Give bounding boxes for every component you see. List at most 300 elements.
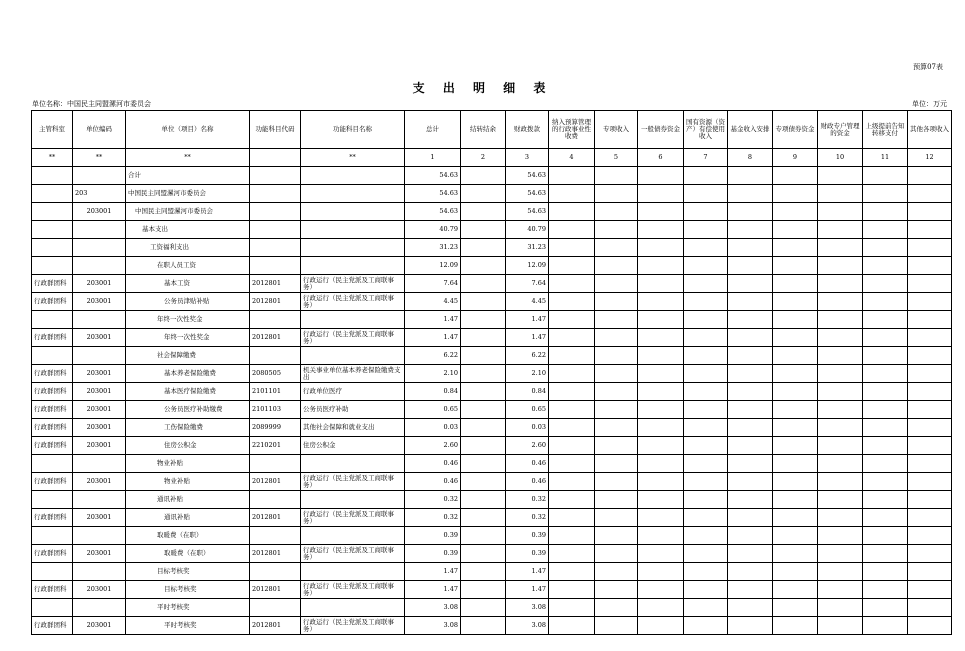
item-name-cell: 工伤保险缴费 xyxy=(126,419,250,437)
empty-cell xyxy=(908,437,952,455)
empty-cell xyxy=(728,437,773,455)
column-index: 2 xyxy=(461,149,506,167)
empty-cell xyxy=(908,473,952,491)
empty-cell xyxy=(684,491,728,509)
dept-cell xyxy=(32,257,73,275)
empty-cell xyxy=(549,455,595,473)
empty-cell xyxy=(773,563,818,581)
function-code-cell: 2012801 xyxy=(250,293,301,311)
table-row xyxy=(32,365,952,383)
empty-cell xyxy=(863,401,908,419)
total-cell: 54.63 xyxy=(405,203,461,221)
empty-cell xyxy=(728,545,773,563)
column-header: 基金收入安排 xyxy=(728,111,773,149)
fiscal-allocation-cell: 3.08 xyxy=(506,599,549,617)
carryover-cell xyxy=(461,455,506,473)
empty-cell xyxy=(638,473,684,491)
carryover-cell xyxy=(461,545,506,563)
empty-cell xyxy=(549,527,595,545)
empty-cell xyxy=(595,185,638,203)
total-cell: 54.63 xyxy=(405,167,461,185)
column-index-row xyxy=(32,149,952,167)
column-header: 纳入预算管理的行政事业性收费 xyxy=(549,111,595,149)
empty-cell xyxy=(863,563,908,581)
empty-cell xyxy=(728,455,773,473)
empty-cell xyxy=(773,545,818,563)
item-name-cell: 通讯补贴 xyxy=(126,491,250,509)
empty-cell xyxy=(595,599,638,617)
empty-cell xyxy=(595,527,638,545)
empty-cell xyxy=(773,527,818,545)
empty-cell xyxy=(863,455,908,473)
dept-cell: 行政群团科 xyxy=(32,617,73,635)
empty-cell xyxy=(908,203,952,221)
empty-cell xyxy=(638,167,684,185)
empty-cell xyxy=(684,239,728,257)
function-name-cell: 公务员医疗补助 xyxy=(301,401,405,419)
table-row xyxy=(32,257,952,275)
table-row xyxy=(32,455,952,473)
unit-code-cell xyxy=(73,239,126,257)
empty-cell xyxy=(638,293,684,311)
column-index: 6 xyxy=(638,149,684,167)
total-cell: 2.60 xyxy=(405,437,461,455)
empty-cell xyxy=(773,473,818,491)
column-header: 其他各项收入 xyxy=(908,111,952,149)
empty-cell xyxy=(595,545,638,563)
empty-cell xyxy=(549,491,595,509)
column-header: 单位编码 xyxy=(73,111,126,149)
empty-cell xyxy=(908,293,952,311)
empty-cell xyxy=(684,563,728,581)
carryover-cell xyxy=(461,257,506,275)
table-row xyxy=(32,311,952,329)
empty-cell xyxy=(684,203,728,221)
empty-cell xyxy=(863,527,908,545)
total-cell: 7.64 xyxy=(405,275,461,293)
fiscal-allocation-cell: 1.47 xyxy=(506,311,549,329)
total-cell: 3.08 xyxy=(405,617,461,635)
empty-cell xyxy=(863,383,908,401)
empty-cell xyxy=(684,527,728,545)
function-code-cell: 2012801 xyxy=(250,275,301,293)
fiscal-allocation-cell: 0.39 xyxy=(506,545,549,563)
empty-cell xyxy=(638,311,684,329)
empty-cell xyxy=(638,401,684,419)
carryover-cell xyxy=(461,401,506,419)
carryover-cell xyxy=(461,221,506,239)
unit-code-cell xyxy=(73,527,126,545)
empty-cell xyxy=(638,527,684,545)
empty-cell xyxy=(595,347,638,365)
total-cell: 0.46 xyxy=(405,455,461,473)
table-row xyxy=(32,293,952,311)
function-code-cell xyxy=(250,527,301,545)
dept-cell: 行政群团科 xyxy=(32,401,73,419)
empty-cell xyxy=(638,365,684,383)
dept-cell xyxy=(32,167,73,185)
fiscal-allocation-cell: 0.32 xyxy=(506,491,549,509)
empty-cell xyxy=(595,509,638,527)
empty-cell xyxy=(773,455,818,473)
empty-cell xyxy=(684,455,728,473)
function-name-cell xyxy=(301,491,405,509)
unit-code-cell xyxy=(73,455,126,473)
function-code-cell xyxy=(250,167,301,185)
empty-cell xyxy=(818,401,863,419)
carryover-cell xyxy=(461,275,506,293)
column-header: 单位（项目）名称 xyxy=(126,111,250,149)
unit-code-cell: 203001 xyxy=(73,275,126,293)
empty-cell xyxy=(684,329,728,347)
function-code-cell: 2089999 xyxy=(250,419,301,437)
empty-cell xyxy=(549,401,595,419)
function-name-cell xyxy=(301,311,405,329)
column-header: 财政专户管理的资金 xyxy=(818,111,863,149)
empty-cell xyxy=(863,221,908,239)
dept-cell: 行政群团科 xyxy=(32,383,73,401)
empty-cell xyxy=(549,437,595,455)
empty-cell xyxy=(549,581,595,599)
empty-cell xyxy=(863,311,908,329)
total-cell: 0.39 xyxy=(405,545,461,563)
table-row xyxy=(32,401,952,419)
carryover-cell xyxy=(461,203,506,221)
empty-cell xyxy=(549,473,595,491)
carryover-cell xyxy=(461,599,506,617)
function-name-cell: 住房公积金 xyxy=(301,437,405,455)
function-code-cell xyxy=(250,347,301,365)
empty-cell xyxy=(549,509,595,527)
empty-cell xyxy=(549,185,595,203)
total-cell: 1.47 xyxy=(405,581,461,599)
function-name-cell: 机关事业单位基本养老保险缴费支出 xyxy=(301,365,405,383)
column-header: 专项债券资金 xyxy=(773,111,818,149)
empty-cell xyxy=(684,311,728,329)
empty-cell xyxy=(638,221,684,239)
item-name-cell: 取暖费（在职） xyxy=(126,527,250,545)
empty-cell xyxy=(595,491,638,509)
empty-cell xyxy=(908,545,952,563)
empty-cell xyxy=(595,617,638,635)
empty-cell xyxy=(549,617,595,635)
item-name-cell: 通讯补贴 xyxy=(126,509,250,527)
empty-cell xyxy=(818,275,863,293)
carryover-cell xyxy=(461,581,506,599)
item-name-cell: 中国民主同盟漯河市委员会 xyxy=(126,203,250,221)
unit-code-cell: 203001 xyxy=(73,383,126,401)
empty-cell xyxy=(863,203,908,221)
expenditure-detail-table xyxy=(31,110,952,635)
carryover-cell xyxy=(461,617,506,635)
empty-cell xyxy=(684,293,728,311)
unit-code-cell: 203001 xyxy=(73,203,126,221)
empty-cell xyxy=(549,275,595,293)
carryover-cell xyxy=(461,473,506,491)
empty-cell xyxy=(818,365,863,383)
function-code-cell: 2080505 xyxy=(250,365,301,383)
function-name-cell xyxy=(301,167,405,185)
empty-cell xyxy=(728,599,773,617)
empty-cell xyxy=(595,311,638,329)
table-row xyxy=(32,527,952,545)
empty-cell xyxy=(684,401,728,419)
function-name-cell xyxy=(301,599,405,617)
column-index: 5 xyxy=(595,149,638,167)
empty-cell xyxy=(595,401,638,419)
empty-cell xyxy=(863,365,908,383)
unit-code-cell: 203001 xyxy=(73,293,126,311)
empty-cell xyxy=(908,419,952,437)
empty-cell xyxy=(773,491,818,509)
total-cell: 12.09 xyxy=(405,257,461,275)
table-row xyxy=(32,329,952,347)
item-name-cell: 平时考核奖 xyxy=(126,617,250,635)
unit-code-cell xyxy=(73,563,126,581)
function-name-cell xyxy=(301,347,405,365)
column-index: 4 xyxy=(549,149,595,167)
empty-cell xyxy=(684,167,728,185)
unit-code-cell: 203001 xyxy=(73,581,126,599)
function-code-cell: 2012801 xyxy=(250,545,301,563)
dept-cell xyxy=(32,311,73,329)
empty-cell xyxy=(638,491,684,509)
carryover-cell xyxy=(461,419,506,437)
unit-code-cell xyxy=(73,167,126,185)
empty-cell xyxy=(728,311,773,329)
unit-name-label: 单位名称：中国民主同盟漯河市委员会 xyxy=(32,100,151,108)
unit-code-cell xyxy=(73,311,126,329)
fiscal-allocation-cell: 0.84 xyxy=(506,383,549,401)
empty-cell xyxy=(638,563,684,581)
empty-cell xyxy=(818,167,863,185)
fiscal-allocation-cell: 6.22 xyxy=(506,347,549,365)
function-code-cell: 2012801 xyxy=(250,617,301,635)
column-header: 总计 xyxy=(405,111,461,149)
empty-cell xyxy=(728,617,773,635)
empty-cell xyxy=(549,311,595,329)
column-index: 7 xyxy=(684,149,728,167)
empty-cell xyxy=(773,167,818,185)
empty-cell xyxy=(684,473,728,491)
empty-cell xyxy=(773,203,818,221)
column-index: 12 xyxy=(908,149,952,167)
dept-cell: 行政群团科 xyxy=(32,581,73,599)
empty-cell xyxy=(638,347,684,365)
empty-cell xyxy=(549,293,595,311)
function-name-cell: 行政运行（民主党派及工商联事务） xyxy=(301,581,405,599)
empty-cell xyxy=(863,491,908,509)
fiscal-allocation-cell: 0.46 xyxy=(506,455,549,473)
total-cell: 0.46 xyxy=(405,473,461,491)
empty-cell xyxy=(638,275,684,293)
empty-cell xyxy=(818,257,863,275)
empty-cell xyxy=(728,167,773,185)
function-name-cell: 行政运行（民主党派及工商联事务） xyxy=(301,473,405,491)
function-code-cell xyxy=(250,185,301,203)
empty-cell xyxy=(549,563,595,581)
empty-cell xyxy=(638,239,684,257)
unit-code-cell xyxy=(73,221,126,239)
column-header: 结转结余 xyxy=(461,111,506,149)
empty-cell xyxy=(818,221,863,239)
empty-cell xyxy=(638,203,684,221)
total-cell: 54.63 xyxy=(405,185,461,203)
total-cell: 31.23 xyxy=(405,239,461,257)
total-cell: 0.32 xyxy=(405,509,461,527)
dept-cell: 行政群团科 xyxy=(32,275,73,293)
carryover-cell xyxy=(461,167,506,185)
unit-code-cell: 203001 xyxy=(73,401,126,419)
table-row xyxy=(32,545,952,563)
empty-cell xyxy=(728,581,773,599)
total-cell: 0.32 xyxy=(405,491,461,509)
empty-cell xyxy=(863,473,908,491)
empty-cell xyxy=(863,239,908,257)
empty-cell xyxy=(773,221,818,239)
empty-cell xyxy=(638,329,684,347)
empty-cell xyxy=(818,545,863,563)
function-name-cell xyxy=(301,203,405,221)
dept-cell: 行政群团科 xyxy=(32,329,73,347)
unit-code-cell xyxy=(73,599,126,617)
function-name-cell: 行政运行（民主党派及工商联事务） xyxy=(301,329,405,347)
fiscal-allocation-cell: 54.63 xyxy=(506,167,549,185)
fiscal-allocation-cell: 54.63 xyxy=(506,185,549,203)
unit-code-cell: 203001 xyxy=(73,437,126,455)
total-cell: 0.39 xyxy=(405,527,461,545)
function-name-cell xyxy=(301,221,405,239)
item-name-cell: 取暖费（在职） xyxy=(126,545,250,563)
empty-cell xyxy=(863,347,908,365)
carryover-cell xyxy=(461,365,506,383)
function-code-cell: 2012801 xyxy=(250,473,301,491)
fiscal-allocation-cell: 1.47 xyxy=(506,563,549,581)
empty-cell xyxy=(863,617,908,635)
column-index: 1 xyxy=(405,149,461,167)
item-name-cell: 基本养老保险缴费 xyxy=(126,365,250,383)
empty-cell xyxy=(908,527,952,545)
column-index: ** xyxy=(301,149,405,167)
empty-cell xyxy=(728,239,773,257)
currency-unit-label: 单位：万元 xyxy=(912,100,947,108)
table-row xyxy=(32,617,952,635)
empty-cell xyxy=(728,257,773,275)
empty-cell xyxy=(684,419,728,437)
empty-cell xyxy=(863,257,908,275)
carryover-cell xyxy=(461,563,506,581)
item-name-cell: 中国民主同盟漯河市委员会 xyxy=(126,185,250,203)
table-row xyxy=(32,581,952,599)
empty-cell xyxy=(728,473,773,491)
carryover-cell xyxy=(461,347,506,365)
total-cell: 0.84 xyxy=(405,383,461,401)
function-name-cell xyxy=(301,455,405,473)
empty-cell xyxy=(595,563,638,581)
function-name-cell xyxy=(301,185,405,203)
table-row xyxy=(32,473,952,491)
empty-cell xyxy=(773,185,818,203)
empty-cell xyxy=(684,185,728,203)
empty-cell xyxy=(818,185,863,203)
unit-code-cell: 203001 xyxy=(73,545,126,563)
fiscal-allocation-cell: 12.09 xyxy=(506,257,549,275)
function-name-cell: 行政运行（民主党派及工商联事务） xyxy=(301,509,405,527)
empty-cell xyxy=(818,617,863,635)
column-index: ** xyxy=(126,149,250,167)
empty-cell xyxy=(638,419,684,437)
empty-cell xyxy=(728,185,773,203)
empty-cell xyxy=(595,473,638,491)
empty-cell xyxy=(908,239,952,257)
unit-code-cell: 203001 xyxy=(73,473,126,491)
empty-cell xyxy=(549,419,595,437)
unit-code-cell: 203001 xyxy=(73,617,126,635)
function-code-cell xyxy=(250,599,301,617)
empty-cell xyxy=(908,257,952,275)
empty-cell xyxy=(595,221,638,239)
total-cell: 6.22 xyxy=(405,347,461,365)
carryover-cell xyxy=(461,491,506,509)
empty-cell xyxy=(818,563,863,581)
column-header: 上级提前告知转移支付 xyxy=(863,111,908,149)
item-name-cell: 物业补贴 xyxy=(126,473,250,491)
empty-cell xyxy=(728,275,773,293)
column-index: 3 xyxy=(506,149,549,167)
function-code-cell xyxy=(250,203,301,221)
empty-cell xyxy=(595,455,638,473)
empty-cell xyxy=(773,293,818,311)
item-name-cell: 住房公积金 xyxy=(126,437,250,455)
empty-cell xyxy=(818,311,863,329)
empty-cell xyxy=(684,599,728,617)
empty-cell xyxy=(595,203,638,221)
function-code-cell xyxy=(250,563,301,581)
empty-cell xyxy=(549,329,595,347)
column-header: 专项收入 xyxy=(595,111,638,149)
dept-cell xyxy=(32,455,73,473)
empty-cell xyxy=(818,599,863,617)
fiscal-allocation-cell: 2.10 xyxy=(506,365,549,383)
empty-cell xyxy=(908,617,952,635)
total-cell: 1.47 xyxy=(405,329,461,347)
empty-cell xyxy=(684,347,728,365)
dept-cell: 行政群团科 xyxy=(32,365,73,383)
empty-cell xyxy=(863,545,908,563)
empty-cell xyxy=(595,581,638,599)
column-index: 11 xyxy=(863,149,908,167)
empty-cell xyxy=(549,365,595,383)
dept-cell xyxy=(32,527,73,545)
empty-cell xyxy=(684,383,728,401)
column-index: 8 xyxy=(728,149,773,167)
item-name-cell: 年终一次性奖金 xyxy=(126,329,250,347)
empty-cell xyxy=(728,419,773,437)
dept-cell xyxy=(32,221,73,239)
dept-cell xyxy=(32,599,73,617)
carryover-cell xyxy=(461,185,506,203)
column-index xyxy=(250,149,301,167)
empty-cell xyxy=(549,203,595,221)
empty-cell xyxy=(863,293,908,311)
fiscal-allocation-cell: 4.45 xyxy=(506,293,549,311)
carryover-cell xyxy=(461,239,506,257)
column-index: 10 xyxy=(818,149,863,167)
empty-cell xyxy=(908,311,952,329)
table-row xyxy=(32,437,952,455)
empty-cell xyxy=(908,491,952,509)
column-header: 一般债券资金 xyxy=(638,111,684,149)
